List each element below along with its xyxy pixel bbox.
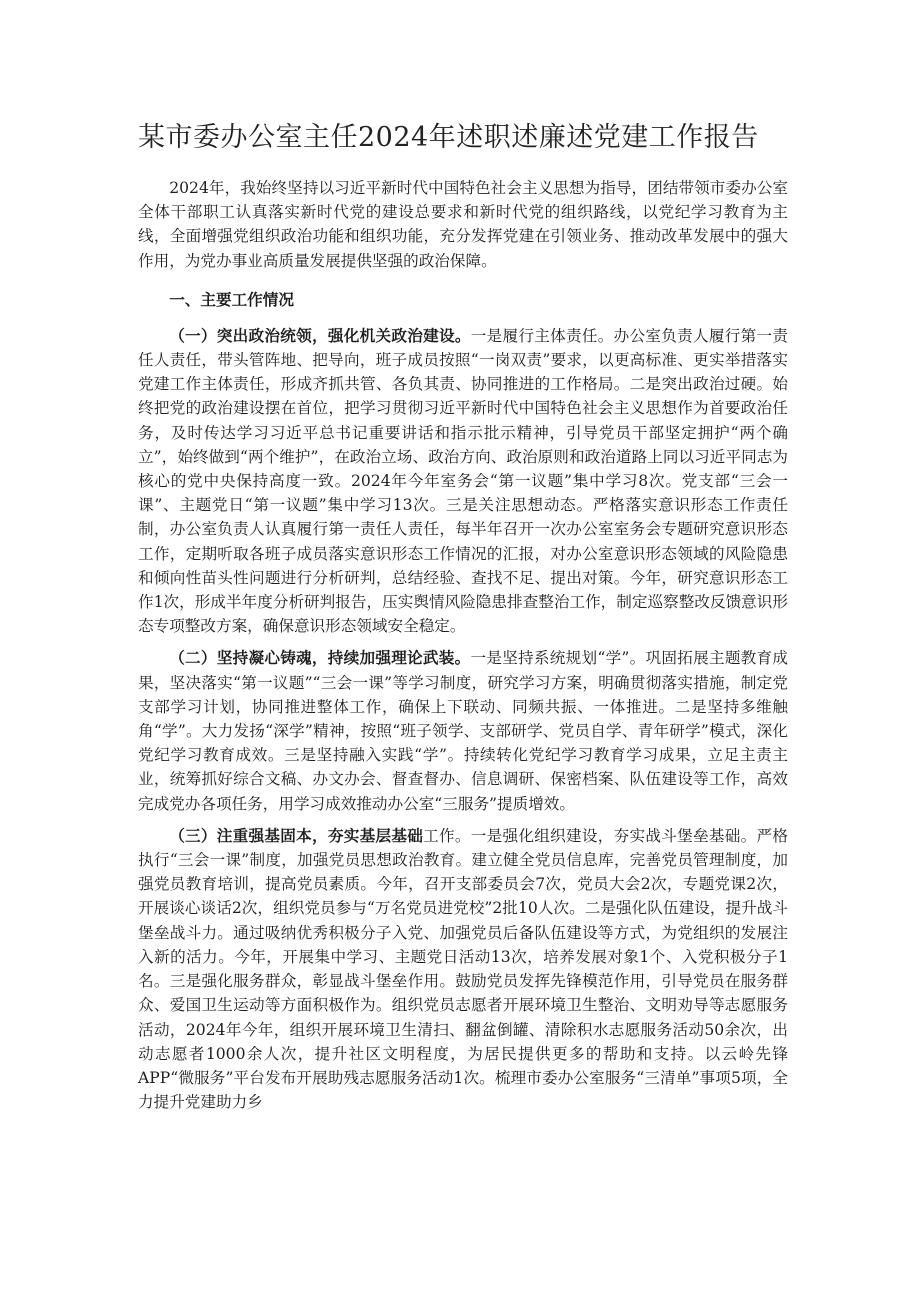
subsection-1-heading: （一）突出政治统领，强化机关政治建设。	[169, 326, 471, 345]
subsection-1-paragraph	[138, 324, 788, 639]
subsection-2-body: 一是坚持系统规划“学”。巩固拓展主题教育成果，坚决落实“第一议题”“三会一课”等学习制度，研究学习方案，明确贯彻落实措施，制定党支部学习计划，协同推进整体工作，确保上下联动、同频共振、一体推进。二是坚持多维触角“学”。大力发扬“深学”精神，按照“班子领学、支部研学、党员自学、青年研学”模式，深化党纪学习教育成效。三是坚持融入实践“学”。持续转化党纪学习教育学习成果，立足主责主业，统筹抓好综合文稿、办文办会、督查督办、信息调研、保密档案、队伍建设等工作，高效完成党办各项任务，用学习成效推动办公室“三服务”提质增效。	[138, 649, 788, 813]
intro-paragraph: 2024年，我始终坚持以习近平新时代中国特色社会主义思想为指导，团结带领市委办公室全体干部职工认真落实新时代党的建设总要求和新时代党的组织路线，以党纪学习教育为主线，全面增强党组织政治功能和组织功能，充分发挥党建在引领业务、推动改革发展中的强大作用，为党办事业高质量发展提供坚强的政治保障。	[138, 179, 788, 270]
subsection-2-heading: （二）坚持凝心铸魂，持续加强理论武装。	[169, 649, 471, 668]
subsection-3-paragraph	[138, 824, 788, 1114]
document-body	[138, 176, 788, 1114]
section-heading: 一、主要工作情况	[169, 290, 294, 309]
subsection-3-heading: （三）注重强基固本，夯实基层基础	[169, 826, 424, 845]
subsection-1-body: 一是履行主体责任。办公室负责人履行第一责任人责任，带头管阵地、把导向，班子成员按照“一岗双责”要求，以更高标准、更实举措落实党建工作主体责任，形成齐抓共管、各负其责、协同推进的工作格局。二是突出政治过硬。始终把党的政治建设摆在首位，把学习贯彻习近平新时代中国特色社会主义思想作为首要政治任务，及时传达学习习近平总书记重要讲话和指示批示精神，引导党员干部坚定拥护“两个确立”，始终做到“两个维护”，在政治立场、政治方向、政治原则和政治道路上同以习近平同志为核心的党中央保持高度一致。2024年今年室务会“第一议题”集中学习8次。党支部“三会一课”、主题党日“第一议题”集中学习13次。三是关注思想动态。严格落实意识形态工作责任制，办公室负责人认真履行第一责任人责任，每半年召开一次办公室室务会专题研究意识形态工作，定期听取各班子成员落实意识形态工作情况的汇报，对办公室意识形态领域的风险隐患和倾向性苗头性问题进行分析研判，总结经验、查找不足、提出对策。今年，研究意识形态工作1次，形成半年度分析研判报告，压实舆情风险隐患排查整治工作，制定巡察整改反馈意识形态专项整改方案，确保意识形态领域安全稳定。	[138, 326, 788, 636]
document-title: 某市委办公室主任2024年述职述廉述党建工作报告	[138, 122, 759, 153]
subsection-2-paragraph	[138, 646, 788, 815]
subsection-3-body: 工作。一是强化组织建设，夯实战斗堡垒基础。严格执行“三会一课”制度，加强党员思想政治教育。建立健全党员信息库，完善党员管理制度，加强党员教育培训，提高党员素质。今年，召开支部委员会7次，党员大会2次，专题党课2次，开展谈心谈话2次，组织党员参与“万名党员进党校”2批10人次。二是强化队伍建设，提升战斗堡垒战斗力。通过吸纳优秀积极分子入党、加强党员后备队伍建设等方式，为党组织的发展注入新的活力。今年，开展集中学习、主题党日活动13次，培养发展对象1个、入党积极分子1名。三是强化服务群众，彰显战斗堡垒作用。鼓励党员发挥先锋模范作用，引导党员在服务群众、爱国卫生运动等方面积极作为。组织党员志愿者开展环境卫生整治、文明劝导等志愿服务活动，2024年今年，组织开展环境卫生清扫、翻盆倒罐、清除积水志愿服务活动50余次，出动志愿者1000余人次，提升社区文明程度，为居民提供更多的帮助和支持。以云岭先锋APP“微服务”平台发布开展助残志愿服务活动1次。梳理市委办公室服务“三清单”事项5项，全力提升党建助力乡	[138, 826, 788, 1112]
